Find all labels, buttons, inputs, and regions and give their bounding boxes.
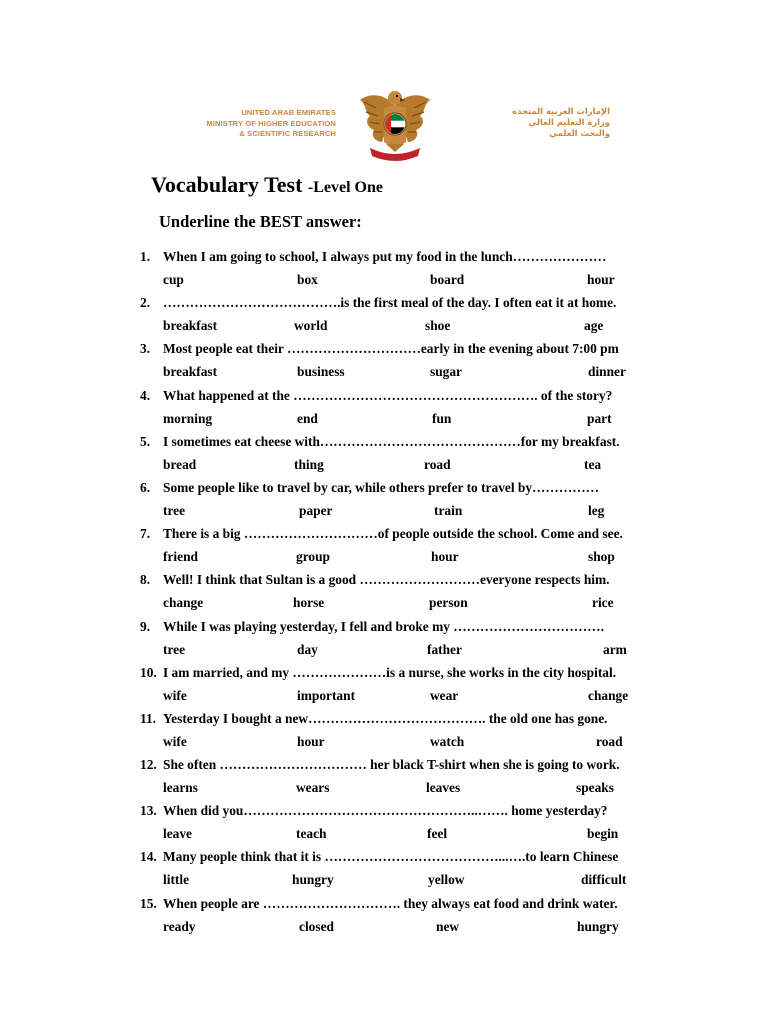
answer-option[interactable]: closed bbox=[299, 918, 334, 934]
answer-option[interactable]: watch bbox=[430, 733, 465, 749]
answer-option[interactable]: thing bbox=[294, 456, 324, 472]
answer-option[interactable]: important bbox=[297, 687, 356, 703]
question-stem: Yesterday I bought a new…………………………………. the old one has gone. bbox=[163, 710, 608, 726]
answer-option[interactable]: father bbox=[427, 641, 462, 657]
ministry-line-arabic: والبحث العلمي bbox=[549, 128, 610, 138]
answer-option[interactable]: world bbox=[294, 318, 328, 334]
question-item bbox=[0, 341, 768, 387]
question-number: 8. bbox=[140, 572, 151, 588]
answer-option[interactable]: end bbox=[297, 410, 318, 426]
answer-option[interactable]: tree bbox=[163, 502, 186, 518]
question-stem: When I am going to school, I always put my food in the lunch………………… bbox=[163, 249, 607, 264]
answer-option[interactable]: shop bbox=[588, 549, 615, 565]
question-stem: She often …………………………… her black T-shirt when she is going to work. bbox=[163, 757, 620, 773]
question-item bbox=[0, 665, 768, 711]
answer-option[interactable]: tree bbox=[163, 641, 186, 657]
answer-option[interactable]: group bbox=[296, 549, 330, 565]
answer-option[interactable]: friend bbox=[163, 549, 198, 565]
answer-option[interactable]: learns bbox=[163, 780, 198, 796]
answer-option[interactable]: day bbox=[297, 641, 318, 657]
answer-option[interactable]: cup bbox=[163, 272, 184, 287]
answer-option[interactable]: dinner bbox=[588, 364, 626, 380]
question-item bbox=[0, 572, 768, 618]
question-stem: Some people like to travel by car, while others prefer to travel by…………… bbox=[163, 479, 599, 495]
question-stem: There is a big …………………………of people outside the school. Come and see. bbox=[163, 526, 623, 542]
ministry-name-english bbox=[160, 108, 336, 140]
falcon-emblem-icon bbox=[356, 86, 434, 166]
answer-option[interactable]: morning bbox=[163, 410, 213, 426]
answer-option[interactable]: change bbox=[588, 687, 629, 703]
question-number: 11. bbox=[140, 710, 156, 726]
answer-option[interactable]: road bbox=[424, 456, 451, 472]
question-number: 15. bbox=[140, 895, 157, 911]
ministry-line: MINISTRY OF HIGHER EDUCATION bbox=[206, 118, 336, 128]
question-stem: What happened at the ………………………………………………. of the story? bbox=[163, 387, 613, 403]
question-list bbox=[0, 249, 768, 942]
answer-option[interactable]: leave bbox=[163, 826, 192, 842]
instruction: Underline the BEST answer: bbox=[159, 212, 362, 231]
letterhead bbox=[0, 86, 768, 168]
question-number: 13. bbox=[140, 803, 157, 819]
question-number: 4. bbox=[140, 387, 151, 403]
ministry-line-arabic: الإمارات العربية المتحدة bbox=[512, 106, 610, 116]
answer-option[interactable]: yellow bbox=[428, 872, 465, 888]
question-stem: When did you……………………………………………..……. home yesterday? bbox=[163, 803, 608, 819]
question-stem: Many people think that it is …………………………………...….to learn Chinese bbox=[163, 849, 619, 865]
answer-option[interactable]: hour bbox=[587, 272, 615, 287]
answer-option[interactable]: person bbox=[429, 595, 468, 611]
question-item bbox=[0, 711, 768, 757]
answer-option[interactable]: hour bbox=[431, 549, 459, 565]
question-number: 7. bbox=[140, 526, 151, 542]
answer-option[interactable]: leaves bbox=[426, 780, 461, 796]
answer-option[interactable]: shoe bbox=[425, 318, 451, 334]
answer-option[interactable]: tea bbox=[584, 456, 602, 472]
answer-option[interactable]: difficult bbox=[581, 872, 627, 888]
question-item bbox=[0, 757, 768, 803]
question-number: 9. bbox=[140, 618, 151, 634]
answer-option[interactable]: ready bbox=[163, 918, 196, 934]
question-item bbox=[0, 388, 768, 434]
answer-option[interactable]: paper bbox=[299, 502, 333, 518]
question-stem: While I was playing yesterday, I fell and broke my ……………………………. bbox=[163, 618, 604, 634]
answer-option[interactable]: speaks bbox=[576, 780, 614, 796]
question-number: 3. bbox=[140, 341, 151, 357]
answer-option[interactable]: breakfast bbox=[163, 364, 218, 380]
answer-option[interactable]: arm bbox=[603, 641, 627, 657]
ministry-line-arabic: وزارة التعليم العالي bbox=[528, 117, 610, 127]
answer-option[interactable]: train bbox=[434, 502, 463, 518]
answer-option[interactable]: breakfast bbox=[163, 318, 218, 334]
answer-option[interactable]: begin bbox=[587, 826, 619, 842]
question-number: 12. bbox=[140, 757, 157, 773]
answer-option[interactable]: leg bbox=[588, 502, 605, 518]
answer-option[interactable]: hungry bbox=[577, 918, 619, 934]
question-item bbox=[0, 526, 768, 572]
question-item bbox=[0, 295, 768, 341]
answer-option[interactable]: teach bbox=[296, 826, 327, 842]
ministry-line: & SCIENTIFIC RESEARCH bbox=[239, 129, 336, 138]
answer-option[interactable]: box bbox=[297, 272, 318, 287]
question-item bbox=[0, 896, 768, 942]
answer-option[interactable]: age bbox=[584, 318, 604, 334]
question-item bbox=[0, 803, 768, 849]
answer-option[interactable]: board bbox=[430, 272, 465, 287]
question-item bbox=[0, 249, 768, 295]
question-number: 14. bbox=[140, 849, 157, 865]
answer-option[interactable]: business bbox=[297, 364, 345, 380]
question-number: 6. bbox=[140, 479, 151, 495]
answer-option[interactable]: little bbox=[163, 872, 190, 888]
answer-option[interactable]: feel bbox=[427, 826, 448, 842]
page-title bbox=[151, 172, 383, 198]
question-stem: I sometimes eat cheese with………………………………………for my breakfast. bbox=[163, 433, 620, 449]
question-item bbox=[0, 434, 768, 480]
question-number: 2. bbox=[140, 295, 151, 311]
question-stem: Well! I think that Sultan is a good ………………………everyone respects him. bbox=[163, 572, 610, 588]
answer-option[interactable]: wife bbox=[163, 733, 187, 749]
answer-option[interactable]: sugar bbox=[430, 364, 462, 380]
ministry-name-arabic bbox=[450, 106, 610, 139]
question-stem: Most people eat their …………………………early in the evening about 7:00 pm bbox=[163, 341, 619, 357]
answer-option[interactable]: bread bbox=[163, 456, 197, 472]
question-stem: I am married, and my …………………is a nurse, she works in the city hospital. bbox=[163, 664, 617, 680]
answer-option[interactable]: part bbox=[587, 410, 612, 426]
answer-option[interactable]: new bbox=[436, 918, 460, 934]
answer-option[interactable]: rice bbox=[592, 595, 614, 611]
answer-option[interactable]: fun bbox=[432, 410, 452, 426]
answer-option[interactable]: wife bbox=[163, 687, 187, 703]
question-number: 5. bbox=[140, 433, 151, 449]
question-item bbox=[0, 849, 768, 895]
answer-option[interactable]: hungry bbox=[292, 872, 334, 888]
question-item bbox=[0, 480, 768, 526]
answer-option[interactable]: horse bbox=[293, 595, 325, 611]
question-number: 10. bbox=[140, 664, 157, 680]
question-stem: When people are …………………………. they always eat food and drink water. bbox=[163, 895, 618, 911]
answer-option[interactable]: hour bbox=[297, 733, 325, 749]
title-main: Vocabulary Test bbox=[151, 172, 308, 197]
question-number: 1. bbox=[140, 249, 151, 264]
answer-option[interactable]: road bbox=[596, 733, 623, 749]
answer-option[interactable]: wear bbox=[430, 687, 459, 703]
answer-option[interactable]: wears bbox=[296, 780, 330, 796]
ministry-line: UNITED ARAB EMIRATES bbox=[241, 108, 336, 117]
answer-option[interactable]: change bbox=[163, 595, 204, 611]
question-item bbox=[0, 619, 768, 665]
question-stem: ………………………………….is the first meal of the day. I often eat it at home. bbox=[163, 295, 617, 311]
title-level: -Level One bbox=[307, 179, 383, 196]
